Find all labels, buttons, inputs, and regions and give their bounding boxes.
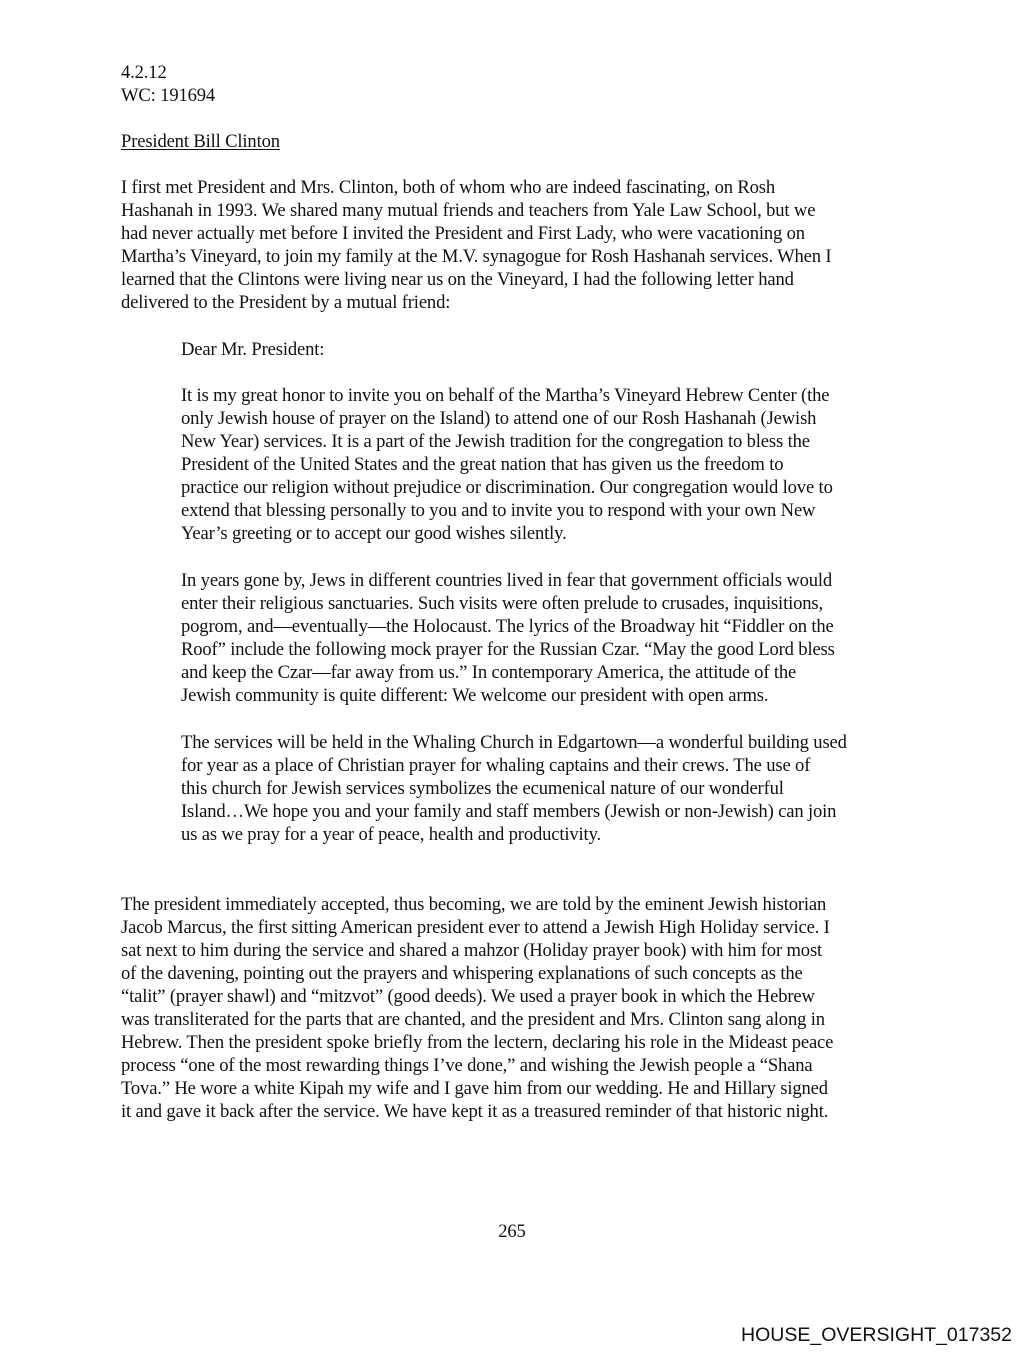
text-line: Tova.” He wore a white Kipah my wife and I gave him from our wedding. He and Hillary signed (121, 1078, 828, 1099)
text-line: “talit” (prayer shawl) and “mitzvot” (good deeds). We used a prayer book in which the Hebrew (121, 986, 815, 1007)
intro-paragraph (121, 176, 831, 314)
text-line: I first met President and Mrs. Clinton, both of whom who are indeed fascinating, on Rosh (121, 177, 776, 198)
text-line: of the davening, pointing out the prayers and whispering explanations of such concepts as the (121, 963, 803, 984)
letter-salutation: Dear Mr. President: (181, 339, 325, 360)
outro-paragraph (121, 893, 833, 1123)
text-line: practice our religion without prejudice or discrimination. Our congregation would love to (181, 477, 833, 498)
text-line: Hashanah in 1993. We shared many mutual friends and teachers from Yale Law School, but we (121, 200, 816, 221)
bates-stamp: HOUSE_OVERSIGHT_017352 (741, 1324, 1012, 1346)
text-line: process “one of the most rewarding things I’ve done,” and wishing the Jewish people a “Shana (121, 1055, 813, 1076)
text-line: Year’s greeting or to accept our good wishes silently. (181, 523, 567, 544)
text-line: enter their religious sanctuaries. Such visits were often prelude to crusades, inquisitions, (181, 593, 823, 614)
page-number: 265 (498, 1221, 526, 1242)
text-line: It is my great honor to invite you on behalf of the Martha’s Vineyard Hebrew Center (the (181, 385, 830, 406)
text-line: Hebrew. Then the president spoke briefly from the lectern, declaring his role in the Mideast peace (121, 1032, 834, 1053)
text-line: pogrom, and—eventually—the Holocaust. The lyrics of the Broadway hit “Fiddler on the (181, 616, 834, 637)
text-line: had never actually met before I invited the President and First Lady, who were vacationing on (121, 223, 805, 244)
text-line: Jacob Marcus, the first sitting American president ever to attend a Jewish High Holiday service. I (121, 917, 830, 938)
letter-paragraph-venue (181, 731, 847, 846)
text-line: Martha’s Vineyard, to join my family at the M.V. synagogue for Rosh Hashanah services. When I (121, 246, 832, 267)
text-line: The services will be held in the Whaling Church in Edgartown—a wonderful building used (181, 732, 847, 753)
text-line: us as we pray for a year of peace, health and productivity. (181, 824, 602, 845)
text-line: extend that blessing personally to you and to invite you to respond with your own New (181, 500, 816, 521)
letter-paragraph-invitation (181, 384, 833, 545)
text-line: delivered to the President by a mutual friend: (121, 292, 451, 313)
word-count: WC: 191694 (121, 85, 216, 106)
letter-paragraph-history (181, 569, 835, 707)
document-date: 4.2.12 (121, 62, 167, 83)
text-line: In years gone by, Jews in different countries lived in fear that government officials would (181, 570, 833, 591)
section-title: President Bill Clinton (121, 131, 280, 152)
text-line: sat next to him during the service and shared a mahzor (Holiday prayer book) with him for most (121, 940, 823, 961)
text-line: New Year) services. It is a part of the Jewish tradition for the congregation to bless the (181, 431, 810, 452)
text-line: President of the United States and the great nation that has given us the freedom to (181, 454, 784, 475)
text-line: The president immediately accepted, thus becoming, we are told by the eminent Jewish historian (121, 894, 827, 915)
text-line: it and gave it back after the service. We have kept it as a treasured reminder of that historic night. (121, 1101, 829, 1122)
text-line: this church for Jewish services symbolizes the ecumenical nature of our wonderful (181, 778, 784, 799)
text-line: and keep the Czar—far away from us.” In contemporary America, the attitude of the (181, 662, 797, 683)
text-line: for year as a place of Christian prayer for whaling captains and their crews. The use of (181, 755, 811, 776)
text-line: Roof” include the following mock prayer for the Russian Czar. “May the good Lord bless (181, 639, 835, 660)
text-line: Island…We hope you and your family and staff members (Jewish or non-Jewish) can join (181, 801, 837, 822)
text-line: only Jewish house of prayer on the Island) to attend one of our Rosh Hashanah (Jewish (181, 408, 817, 429)
text-line: was transliterated for the parts that are chanted, and the president and Mrs. Clinton sang along in (121, 1009, 825, 1030)
text-line: learned that the Clintons were living near us on the Vineyard, I had the following letter hand (121, 269, 794, 290)
text-line: Jewish community is quite different: We welcome our president with open arms. (181, 685, 769, 706)
